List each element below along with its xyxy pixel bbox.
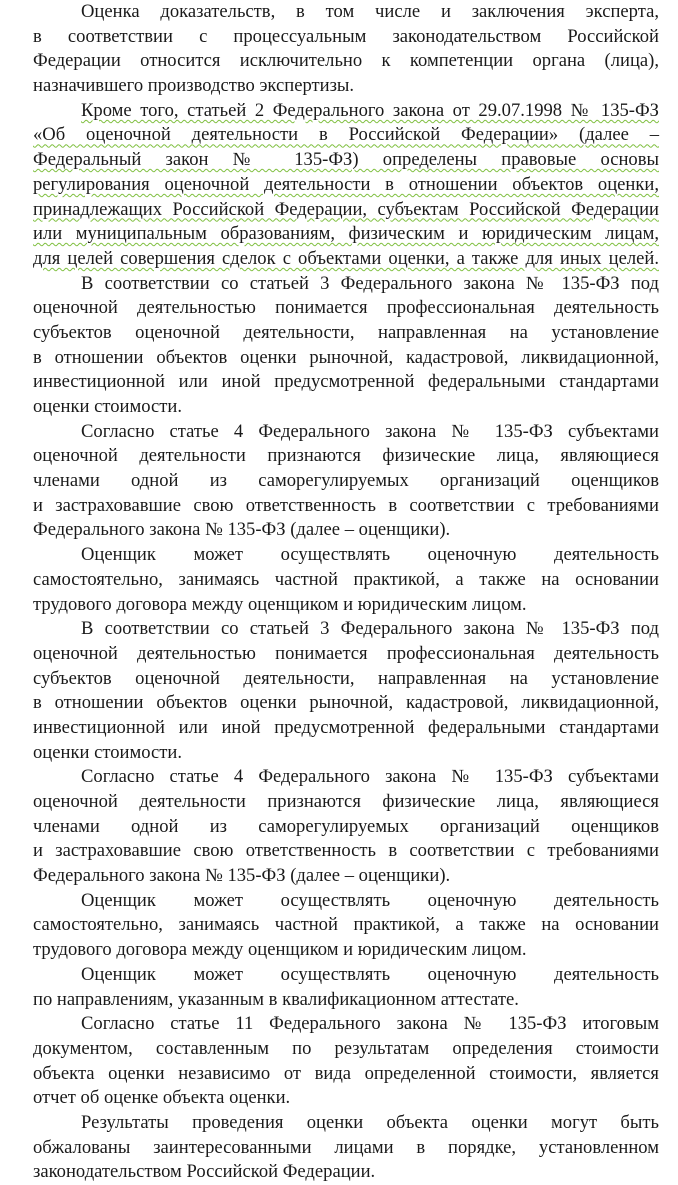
document-page <box>33 0 659 1185</box>
text-line: оценки стоимости. <box>33 741 182 763</box>
text-line: оценочной деятельностью понимается профессиональная деятельность <box>33 642 659 664</box>
text-line: самостоятельно, занимаясь частной практикой, а также на основании <box>33 568 659 590</box>
text-line: Согласно статье 4 Федерального закона № 135-ФЗ субъектами <box>81 766 659 788</box>
paragraph-evidence-assessment <box>33 0 659 99</box>
grammar-underlined-text: «Об оценочной деятельности в Российской Федерации» (далее – <box>33 124 659 146</box>
paragraph-article-11-report <box>33 1012 659 1111</box>
text-line <box>33 247 659 272</box>
grammar-underlined-text: или муниципальным образованиям, физическим и юридическим лицам, <box>33 223 659 245</box>
text-line: обжалованы заинтересованными лицами в порядке, установленном <box>33 1136 659 1158</box>
grammar-underlined-text: регулирования оценочной деятельности в отношении объектов оценки, <box>33 173 659 195</box>
text-line <box>33 222 659 247</box>
grammar-underlined-text: Федеральный закон № 135-ФЗ) определены правовые основы <box>33 149 659 171</box>
text-line <box>33 198 659 223</box>
text-line: документом, составленным по результатам определения стоимости <box>33 1037 659 1059</box>
text-line: в отношении объектов оценки рыночной, кадастровой, ликвидационной, <box>33 346 659 368</box>
paragraph-appraiser-practice-repeat <box>33 889 659 963</box>
paragraph-article-3-definition-repeat <box>33 617 659 765</box>
paragraph-article-3-definition <box>33 272 659 420</box>
text-line: оценочной деятельности признаются физические лица, являющиеся <box>33 791 659 812</box>
text-line: членами одной из саморегулируемых организаций оценщиков <box>33 470 659 492</box>
text-line: инвестиционной или иной предусмотренной федеральными стандартами <box>33 371 659 393</box>
paragraph-qualification-certificate <box>33 963 659 1012</box>
grammar-underlined-text: принадлежащих Российской Федерации, субъектам Российской Федерации <box>33 198 659 220</box>
text-line: объекта оценки независимо от вида определенной стоимости, является <box>33 1062 659 1084</box>
text-line: и застраховавшие свою ответственность в соответствии с требованиями <box>33 494 659 516</box>
text-line: оценочной деятельности признаются физические лица, являющиеся <box>33 445 659 467</box>
grammar-underlined-text: Кроме того, статьей 2 Федерального закона от 29.07.1998 № 135-ФЗ <box>81 99 659 121</box>
text-line: членами одной из саморегулируемых организаций оценщиков <box>33 815 659 837</box>
text-line: субъектов оценочной деятельности, направленная на установление <box>33 667 659 689</box>
text-line: законодательством Российской Федерации. <box>33 1161 376 1183</box>
text-line: оценки стоимости. <box>33 396 182 417</box>
text-line: по направлениям, указанным в квалификационном аттестате. <box>33 988 519 1010</box>
paragraph-article-4-subjects-repeat <box>33 765 659 888</box>
paragraph-appeal-results <box>33 1111 659 1185</box>
text-line: В соответствии со статьей 3 Федерального закона № 135-ФЗ под <box>81 618 659 640</box>
grammar-underlined-text: для целей совершения сделок с объектами оценки, а также для иных целей. <box>33 247 659 269</box>
text-line: назначившего производство экспертизы. <box>33 75 355 97</box>
text-line: Оценщик может осуществлять оценочную деятельность <box>81 889 659 911</box>
text-line: Федерации относится исключительно к компетенции органа (лица), <box>33 50 659 72</box>
paragraph-article-4-subjects <box>33 420 659 543</box>
text-line: Оценка доказательств, в том числе и заключения эксперта, <box>81 1 659 22</box>
text-line: оценочной деятельностью понимается профессиональная деятельность <box>33 297 659 319</box>
text-line: Согласно статье 11 Федерального закона № 135-ФЗ итоговым <box>81 1013 659 1035</box>
text-line: самостоятельно, занимаясь частной практикой, а также на основании <box>33 914 659 936</box>
text-line: Результаты проведения оценки объекта оценки могут быть <box>81 1111 659 1133</box>
text-line: трудового договора между оценщиком и юридическим лицом. <box>33 939 527 961</box>
text-line: в соответствии с процессуальным законодательством Российской <box>33 25 659 47</box>
text-line: Оценщик может осуществлять оценочную деятельность <box>81 963 659 985</box>
text-line: в отношении объектов оценки рыночной, кадастровой, ликвидационной, <box>33 692 659 714</box>
text-line: отчет об оценке объекта оценки. <box>33 1087 291 1109</box>
text-line: инвестиционной или иной предусмотренной федеральными стандартами <box>33 716 659 738</box>
text-line: трудового договора между оценщиком и юридическим лицом. <box>33 593 527 615</box>
text-line <box>33 99 659 124</box>
text-line: субъектов оценочной деятельности, направленная на установление <box>33 321 659 343</box>
text-line <box>33 173 659 198</box>
text-line: Федерального закона № 135-ФЗ (далее – оценщики). <box>33 519 451 541</box>
text-line: Согласно статье 4 Федерального закона № 135-ФЗ субъектами <box>81 420 659 442</box>
paragraph-federal-law-135 <box>33 99 659 272</box>
text-line <box>33 123 659 148</box>
text-line: и застраховавшие свою ответственность в соответствии с требованиями <box>33 840 659 862</box>
text-line: Федерального закона № 135-ФЗ (далее – оценщики). <box>33 865 451 887</box>
text-line: Оценщик может осуществлять оценочную деятельность <box>81 544 659 566</box>
text-line <box>33 148 659 173</box>
paragraph-appraiser-practice <box>33 543 659 617</box>
text-line: В соответствии со статьей 3 Федерального закона № 135-ФЗ под <box>81 272 659 294</box>
